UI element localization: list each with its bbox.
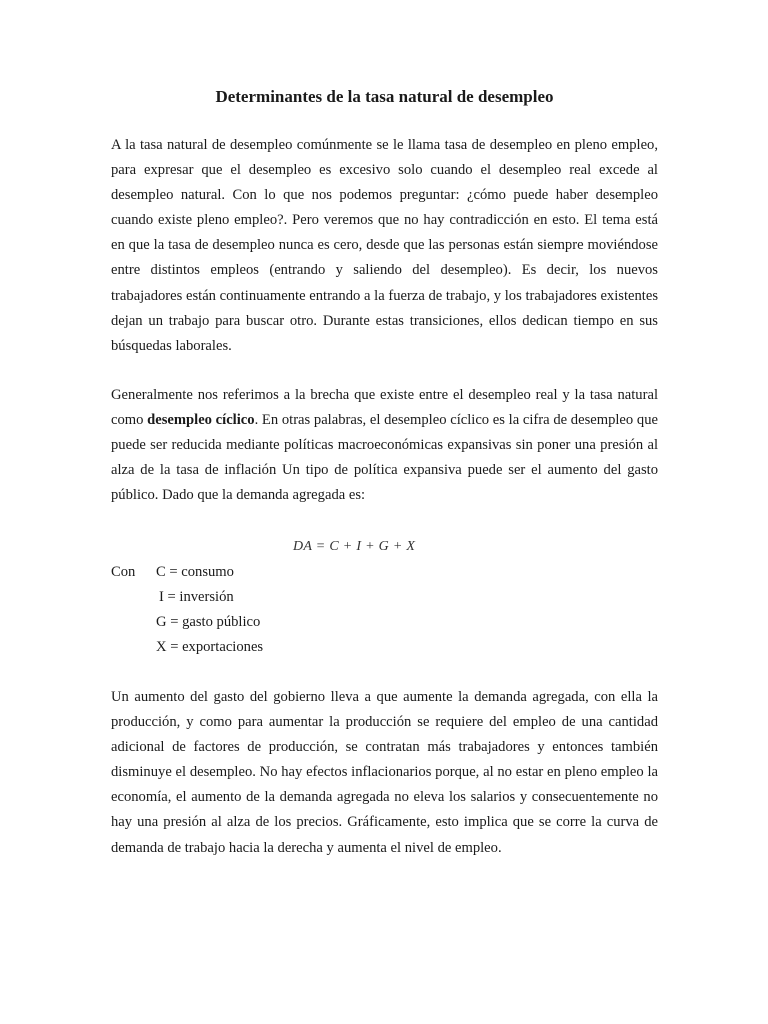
paragraph-government-spending: Un aumento del gasto del gobierno lleva a que aumente la demanda agregada, con ella la producción, y como para aumentar la producción se requiere del empleo de una cantidad adicional de factores de producción, se contratan más trabajadores y entonces también disminuye el desempleo. No hay efectos inflacionarios porque, al no estar en pleno empleo la economía, el aumento de la demanda agregada no eleva los salarios y consecuentemente no hay una presión al alza de los precios. Gráficamente, esto implica que se corre la curva de demanda de trabajo hacia la derecha y aumenta el nivel de empleo. <box>111 689 658 856</box>
cyclical-unemployment-term: desempleo cíclico <box>147 412 255 429</box>
definition-consumo: C = consumo <box>156 564 234 580</box>
definition-exportaciones: X = exportaciones <box>156 639 264 655</box>
paragraph-intro: A la tasa natural de desempleo comúnmente se le llama tasa de desempleo en pleno empleo, para expresar que el desempleo es excesivo solo cuando el desempleo real excede al desempleo natural. Con lo que nos podemos preguntar: ¿cómo puede haber desempleo cuando existe pleno empleo?. Pero veremos que no hay contradicción en esto. El tema está en que la tasa de desempleo nunca es cero, desde que las personas están siempre moviéndose entre distintos empleos (entrando y saliendo del desempleo). Es decir, los nuevos trabajadores están continuamente entrando a la fuerza de trabajo, y los trabajadores existentes dejan un trabajo para buscar otro. Durante estas transiciones, ellos dedican tiempo en sus búsquedas laborales. <box>111 137 658 354</box>
page-title: Determinantes de la tasa natural de desempleo <box>215 87 554 106</box>
definition-inversion: I = inversión <box>159 589 234 605</box>
definition-gasto-publico: G = gasto público <box>156 614 261 630</box>
paragraph-cyclical-part2: . En otras palabras, el desempleo cíclico es la cifra de desempleo que puede ser reducida mediante políticas macroeconómicas expansivas sin poner una presión al alza de la tasa de inflación Un tipo de política expansiva puede ser el aumento del gasto público. Dado que la demanda agregada es: <box>111 412 658 504</box>
paragraph-cyclical-part1: Generalmente nos referimos a la brecha que existe entre el desempleo real y la tasa natural como <box>111 387 658 429</box>
con-label: Con <box>111 564 136 580</box>
aggregate-demand-formula: DA = C + I + G + X <box>293 539 416 554</box>
paragraph-cyclical <box>111 383 658 508</box>
